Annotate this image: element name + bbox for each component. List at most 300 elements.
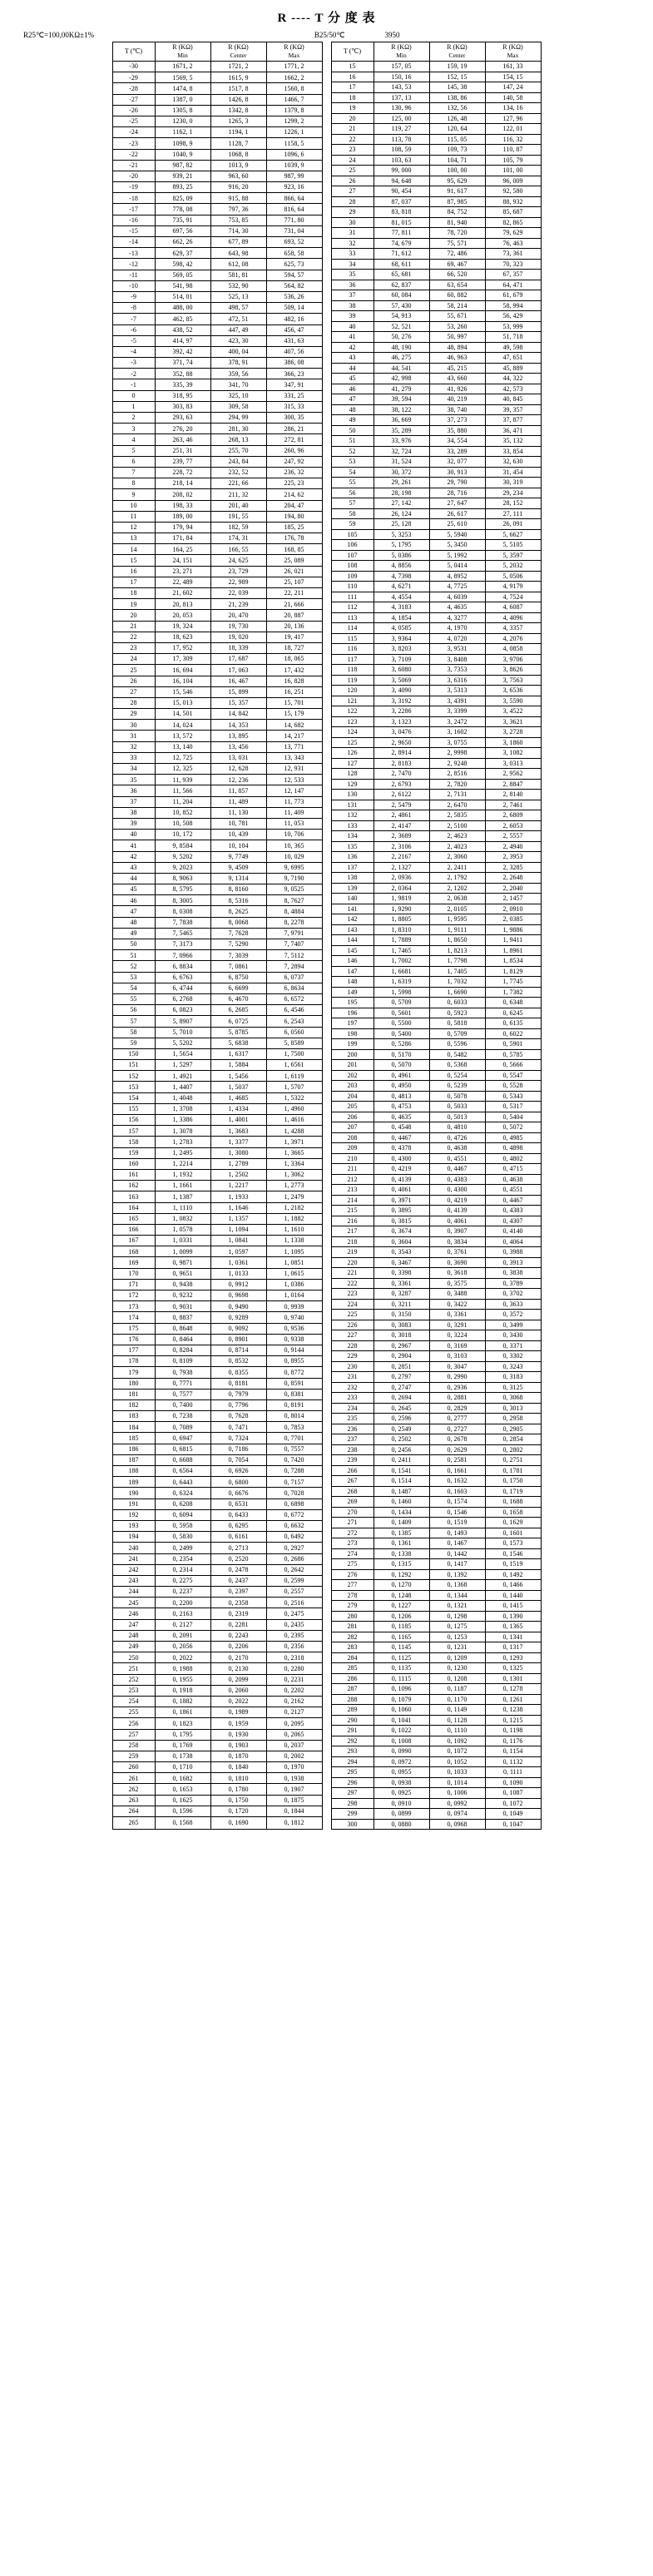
cell-min: 0, 8109: [155, 1356, 210, 1367]
cell-temperature: 168: [112, 1246, 155, 1257]
cell-center: 325, 10: [210, 390, 266, 401]
cell-center: 0, 4139: [429, 1206, 485, 1216]
cell-temperature: 49: [112, 928, 155, 939]
cell-temperature: 235: [331, 1414, 373, 1424]
cell-center: 10, 104: [210, 840, 266, 851]
cell-min: 0, 4139: [373, 1174, 429, 1185]
cell-max: 3, 7563: [485, 675, 541, 686]
table-row: [112, 160, 322, 171]
cell-center: 1342, 8: [210, 105, 266, 116]
table-row: [112, 62, 322, 72]
cell-min: 4, 8856: [373, 561, 429, 572]
cell-max: 92, 580: [485, 186, 541, 197]
cell-min: 0, 1041: [373, 1715, 429, 1726]
cell-center: 72, 486: [429, 249, 485, 260]
cell-min: 1, 0578: [155, 1224, 210, 1235]
cell-temperature: 156: [112, 1115, 155, 1126]
table-row: [331, 1507, 541, 1518]
cell-max: 0, 6772: [266, 1509, 322, 1520]
cell-temperature: 57: [112, 1016, 155, 1027]
cell-center: 1426, 8: [210, 94, 266, 105]
meta-row: [0, 31, 653, 42]
cell-max: 0, 6245: [485, 1008, 541, 1018]
cell-min: 4, 4554: [373, 592, 429, 602]
table-row: [331, 1684, 541, 1695]
cell-temperature: 160: [112, 1158, 155, 1169]
cell-center: 6, 4670: [210, 993, 266, 1004]
cell-center: 0, 2022: [210, 1696, 266, 1707]
cell-center: 1517, 8: [210, 83, 266, 94]
cell-min: 1305, 8: [155, 105, 210, 116]
table-row: [331, 342, 541, 353]
cell-center: 612, 08: [210, 259, 266, 270]
cell-center: 4, 7725: [429, 582, 485, 592]
cell-temperature: -9: [112, 291, 155, 302]
cell-temperature: 203: [331, 1081, 373, 1092]
table-row: [112, 775, 322, 785]
resistance-table-right: [331, 42, 542, 1830]
cell-min: 0, 2275: [155, 1575, 210, 1586]
cell-min: 1162, 1: [155, 127, 210, 138]
cell-min: 2, 6793: [373, 779, 429, 790]
cell-temperature: 227: [331, 1330, 373, 1341]
table-row: [331, 1091, 541, 1102]
cell-center: 0, 0968: [429, 1819, 485, 1830]
cell-max: 1, 1610: [266, 1224, 322, 1235]
cell-center: 23, 729: [210, 566, 266, 577]
table-row: [331, 1382, 541, 1393]
cell-min: 8, 5795: [155, 884, 210, 895]
table-row: [331, 1444, 541, 1455]
table-row: [112, 1564, 322, 1575]
cell-center: 46, 963: [429, 353, 485, 364]
cell-max: 0, 1601: [485, 1528, 541, 1538]
cell-min: 0, 1185: [373, 1622, 429, 1632]
cell-min: 0, 0925: [373, 1788, 429, 1799]
cell-min: 5, 7010: [155, 1027, 210, 1038]
cell-temperature: 54: [112, 983, 155, 993]
cell-max: 168, 85: [266, 544, 322, 555]
cell-temperature: 292: [331, 1736, 373, 1746]
cell-max: 7, 5112: [266, 950, 322, 961]
cell-max: 194, 80: [266, 511, 322, 522]
cell-temperature: 138: [331, 873, 373, 884]
cell-max: 0, 1278: [485, 1684, 541, 1695]
cell-temperature: 300: [331, 1819, 373, 1830]
cell-temperature: 162: [112, 1181, 155, 1191]
cell-temperature: 24: [331, 155, 373, 166]
cell-min: 33, 976: [373, 436, 429, 447]
table-row: [331, 1299, 541, 1310]
cell-center: 243, 84: [210, 456, 266, 467]
cell-min: 16, 104: [155, 676, 210, 686]
cell-min: 569, 05: [155, 270, 210, 280]
cell-max: 0, 4383: [485, 1206, 541, 1216]
cell-center: 0, 6433: [210, 1509, 266, 1520]
table-row: [331, 592, 541, 602]
cell-temperature: 35: [112, 775, 155, 785]
cell-center: 0, 2130: [210, 1663, 266, 1674]
cell-center: 0, 1253: [429, 1632, 485, 1642]
cell-temperature: 41: [331, 332, 373, 343]
cell-min: 0, 3083: [373, 1320, 429, 1330]
cell-max: 7, 7407: [266, 939, 322, 950]
cell-center: 0, 3575: [429, 1278, 485, 1289]
cell-max: 70, 323: [485, 259, 541, 270]
cell-center: 27, 647: [429, 498, 485, 509]
cell-temperature: 17: [112, 577, 155, 587]
cell-max: 1158, 5: [266, 138, 322, 149]
cell-temperature: 10: [112, 500, 155, 511]
cell-min: 0, 4635: [373, 1112, 429, 1122]
cell-min: 414, 97: [155, 335, 210, 346]
cell-temperature: 247: [112, 1619, 155, 1630]
table-row: [112, 928, 322, 939]
cell-min: 0, 2747: [373, 1382, 429, 1393]
cell-center: 182, 59: [210, 522, 266, 533]
table-row: [331, 1424, 541, 1434]
cell-temperature: 15: [331, 62, 373, 72]
table-row: [331, 1809, 541, 1820]
cell-min: 0, 5070: [373, 1060, 429, 1071]
cell-temperature: 30: [112, 720, 155, 731]
cell-max: 9, 0525: [266, 884, 322, 895]
cell-center: 0, 1231: [429, 1642, 485, 1653]
cell-min: 0, 1568: [155, 1817, 210, 1830]
cell-max: 21, 666: [266, 599, 322, 610]
cell-max: 0, 1688: [485, 1497, 541, 1508]
cell-min: 0, 2502: [373, 1434, 429, 1445]
cell-temperature: 191: [112, 1499, 155, 1509]
table-row: [112, 1411, 322, 1422]
cell-min: 2, 3106: [373, 841, 429, 852]
cell-max: 14, 682: [266, 720, 322, 731]
cell-temperature: 47: [112, 906, 155, 917]
table-row: [331, 508, 541, 519]
cell-temperature: 56: [112, 1005, 155, 1016]
table-row: [331, 467, 541, 478]
cell-temperature: 222: [331, 1278, 373, 1289]
cell-center: 4, 3277: [429, 612, 485, 623]
cell-center: 84, 752: [429, 207, 485, 218]
cell-center: 1, 0597: [210, 1246, 266, 1257]
cell-min: 1, 6319: [373, 977, 429, 988]
cell-center: 58, 214: [429, 300, 485, 311]
cell-max: 1, 1338: [266, 1236, 322, 1246]
page-title: R ---- T 分 度 表: [277, 12, 376, 25]
cell-temperature: 155: [112, 1103, 155, 1114]
table-row: [112, 522, 322, 533]
table-row: [112, 1071, 322, 1082]
cell-temperature: 265: [112, 1817, 155, 1830]
table-row: [112, 149, 322, 160]
cell-min: 2, 0364: [373, 883, 429, 894]
cell-max: 731, 04: [266, 225, 322, 236]
table-row: [112, 1454, 322, 1465]
table-row: [331, 436, 541, 447]
cell-temperature: 272: [331, 1528, 373, 1538]
cell-center: 6, 6699: [210, 983, 266, 993]
cell-min: 2, 7470: [373, 769, 429, 780]
cell-min: 23, 271: [155, 566, 210, 577]
cell-temperature: 199: [331, 1039, 373, 1050]
cell-min: 251, 31: [155, 445, 210, 456]
cell-min: 74, 679: [373, 238, 429, 249]
cell-temperature: 19: [112, 599, 155, 610]
cell-max: 0, 5317: [485, 1102, 541, 1112]
cell-temperature: 165: [112, 1213, 155, 1224]
cell-min: 0, 6815: [155, 1444, 210, 1454]
cell-center: 66, 520: [429, 270, 485, 280]
cell-center: 1615, 9: [210, 72, 266, 83]
cell-center: 28, 716: [429, 488, 485, 498]
cell-max: 0, 1154: [485, 1746, 541, 1757]
cell-temperature: 55: [112, 993, 155, 1004]
cell-temperature: 59: [112, 1038, 155, 1048]
cell-center: 0, 1467: [429, 1538, 485, 1549]
cell-center: 9, 4509: [210, 862, 266, 873]
cell-min: 2, 6122: [373, 790, 429, 800]
cell-min: 0, 6947: [155, 1433, 210, 1444]
cell-min: 5, 3253: [373, 529, 429, 540]
cell-temperature: 225: [331, 1310, 373, 1320]
table-row: [331, 103, 541, 114]
cell-min: 352, 88: [155, 369, 210, 379]
cell-temperature: 259: [112, 1751, 155, 1761]
cell-center: 35, 880: [429, 425, 485, 436]
cell-temperature: 36: [331, 280, 373, 290]
cell-temperature: 22: [112, 632, 155, 642]
cell-min: 1474, 8: [155, 83, 210, 94]
table-row: [112, 1399, 322, 1410]
cell-center: 0, 1519: [429, 1518, 485, 1528]
cell-temperature: 286: [331, 1673, 373, 1684]
cell-min: 62, 837: [373, 280, 429, 290]
cell-center: 0, 6676: [210, 1488, 266, 1499]
cell-max: 0, 5666: [485, 1060, 541, 1071]
cell-temperature: 51: [331, 436, 373, 447]
table-row: [112, 390, 322, 401]
cell-temperature: 16: [112, 566, 155, 577]
cell-center: 0, 8901: [210, 1334, 266, 1345]
cell-min: 0, 8464: [155, 1334, 210, 1345]
cell-min: 0, 3674: [373, 1226, 429, 1237]
col-header-min: [155, 42, 210, 62]
table-row: [331, 425, 541, 436]
cell-max: 0, 6898: [266, 1499, 322, 1509]
table-row: [331, 1310, 541, 1320]
cell-temperature: 125: [331, 737, 373, 748]
cell-min: 11, 566: [155, 785, 210, 796]
table-row: [112, 1729, 322, 1740]
cell-center: 0, 2478: [210, 1564, 266, 1575]
cell-center: 5, 0414: [429, 561, 485, 572]
table-row: [112, 1312, 322, 1323]
cell-max: 96, 009: [485, 176, 541, 186]
cell-center: 3, 7353: [429, 665, 485, 676]
table-row: [112, 445, 322, 456]
cell-min: 0, 1795: [155, 1729, 210, 1740]
cell-center: 0, 4219: [429, 1195, 485, 1206]
table-row: [331, 977, 541, 988]
cell-center: 22, 989: [210, 577, 266, 587]
cell-center: 138, 86: [429, 92, 485, 103]
cell-center: 145, 38: [429, 82, 485, 93]
table-row: [112, 500, 322, 511]
cell-center: 677, 89: [210, 237, 266, 248]
table-row: [112, 225, 322, 236]
cell-temperature: 58: [331, 508, 373, 519]
cell-center: 0, 6800: [210, 1477, 266, 1488]
cell-center: 0, 8532: [210, 1356, 266, 1367]
cell-min: 103, 63: [373, 155, 429, 166]
cell-max: 1, 8129: [485, 966, 541, 977]
table-row: [112, 467, 322, 478]
cell-center: 0, 1187: [429, 1684, 485, 1695]
cell-temperature: 221: [331, 1268, 373, 1279]
cell-min: 0, 4467: [373, 1132, 429, 1143]
cell-temperature: 29: [331, 207, 373, 218]
cell-temperature: 268: [331, 1486, 373, 1497]
cell-min: 1, 0331: [155, 1236, 210, 1246]
cell-temperature: -1: [112, 379, 155, 390]
cell-max: 347, 91: [266, 379, 322, 390]
cell-max: 0, 1072: [485, 1798, 541, 1809]
table-row: [112, 741, 322, 752]
cell-temperature: 17: [331, 82, 373, 93]
cell-center: 40, 219: [429, 394, 485, 405]
table-row: [331, 478, 541, 488]
table-row: [112, 204, 322, 215]
cell-temperature: 49: [331, 415, 373, 426]
cell-max: 1, 0851: [266, 1257, 322, 1268]
cell-temperature: 36: [112, 785, 155, 796]
cell-temperature: 109: [331, 571, 373, 582]
cell-max: 0, 3371: [485, 1340, 541, 1351]
cell-temperature: 127: [331, 758, 373, 769]
cell-min: 0, 2456: [373, 1444, 429, 1455]
cell-max: 0, 8191: [266, 1399, 322, 1410]
table-row: [112, 72, 322, 83]
cell-max: 0, 8772: [266, 1367, 322, 1378]
cell-max: 4, 9179: [485, 582, 541, 592]
cell-min: 0, 1769: [155, 1740, 210, 1751]
cell-temperature: 242: [112, 1564, 155, 1575]
cell-temperature: 239: [331, 1455, 373, 1466]
cell-min: 0, 4548: [373, 1122, 429, 1133]
cell-min: 0, 1270: [373, 1580, 429, 1591]
cell-center: 0, 1072: [429, 1746, 485, 1757]
cell-center: 0, 2206: [210, 1642, 266, 1652]
table-row: [112, 566, 322, 577]
cell-min: 0, 2596: [373, 1414, 429, 1424]
cell-max: 20, 136: [266, 621, 322, 632]
cell-temperature: 133: [331, 820, 373, 831]
cell-min: 94, 648: [373, 176, 429, 186]
cell-max: 2, 3953: [485, 852, 541, 863]
table-row: [331, 145, 541, 156]
cell-min: 0, 1596: [155, 1806, 210, 1816]
cell-min: 1, 1110: [155, 1202, 210, 1213]
cell-min: 0, 1823: [155, 1718, 210, 1729]
table-row: [112, 1685, 322, 1696]
table-row: [112, 1389, 322, 1399]
cell-temperature: 50: [331, 425, 373, 436]
table-row: [112, 621, 322, 632]
table-row: [112, 1795, 322, 1806]
cell-max: 6, 4546: [266, 1005, 322, 1016]
cell-min: 137, 13: [373, 92, 429, 103]
cell-min: 1, 7889: [373, 935, 429, 946]
cell-center: 3, 8408: [429, 654, 485, 665]
table-row: [112, 1740, 322, 1751]
cell-max: 12, 931: [266, 764, 322, 775]
cell-min: 27, 142: [373, 498, 429, 509]
table-row: [112, 1378, 322, 1389]
cell-center: 0, 3103: [429, 1351, 485, 1362]
table-row: [112, 1477, 322, 1488]
cell-max: 0, 4140: [485, 1226, 541, 1237]
table-row: [112, 291, 322, 302]
cell-center: 581, 81: [210, 270, 266, 280]
cell-min: 2, 8914: [373, 748, 429, 759]
cell-min: 83, 818: [373, 207, 429, 218]
cell-min: 0, 4961: [373, 1070, 429, 1081]
table-row: [331, 1434, 541, 1445]
cell-temperature: 174: [112, 1312, 155, 1323]
cell-temperature: -14: [112, 237, 155, 248]
cell-temperature: 215: [331, 1206, 373, 1216]
table-row: [112, 215, 322, 225]
table-row: [112, 1598, 322, 1608]
cell-center: 0, 9698: [210, 1290, 266, 1301]
cell-max: 0, 1750: [485, 1476, 541, 1487]
table-row: [331, 280, 541, 290]
table-row: [331, 623, 541, 634]
cell-center: 1, 1357: [210, 1213, 266, 1224]
cell-max: 1, 6561: [266, 1060, 322, 1071]
cell-max: 6, 6572: [266, 993, 322, 1004]
cell-temperature: -24: [112, 127, 155, 138]
cell-center: 0, 5239: [429, 1081, 485, 1092]
table-row: [112, 1762, 322, 1773]
cell-temperature: 253: [112, 1685, 155, 1696]
cell-center: 0, 5033: [429, 1102, 485, 1112]
cell-temperature: 178: [112, 1356, 155, 1367]
table-row: [331, 737, 541, 748]
cell-temperature: 166: [112, 1224, 155, 1235]
cell-center: 1, 0133: [210, 1268, 266, 1279]
cell-temperature: 295: [331, 1767, 373, 1778]
cell-max: 1096, 6: [266, 149, 322, 160]
cell-max: 2, 2040: [485, 883, 541, 894]
cell-min: 0, 6564: [155, 1466, 210, 1477]
table-row: [112, 379, 322, 390]
table-row: [112, 642, 322, 653]
cell-center: 0, 5818: [429, 1018, 485, 1029]
table-row: [112, 1466, 322, 1477]
cell-min: 0, 1096: [373, 1684, 429, 1695]
cell-temperature: 34: [112, 764, 155, 775]
cell-center: 2, 5835: [429, 810, 485, 821]
cell-center: 0, 2358: [210, 1598, 266, 1608]
cell-min: 0, 1165: [373, 1632, 429, 1642]
cell-max: 0, 7028: [266, 1488, 322, 1499]
cell-max: 51, 718: [485, 332, 541, 343]
cell-center: 525, 13: [210, 291, 266, 302]
cell-min: 0, 1008: [373, 1736, 429, 1746]
cell-center: 0, 1720: [210, 1806, 266, 1816]
